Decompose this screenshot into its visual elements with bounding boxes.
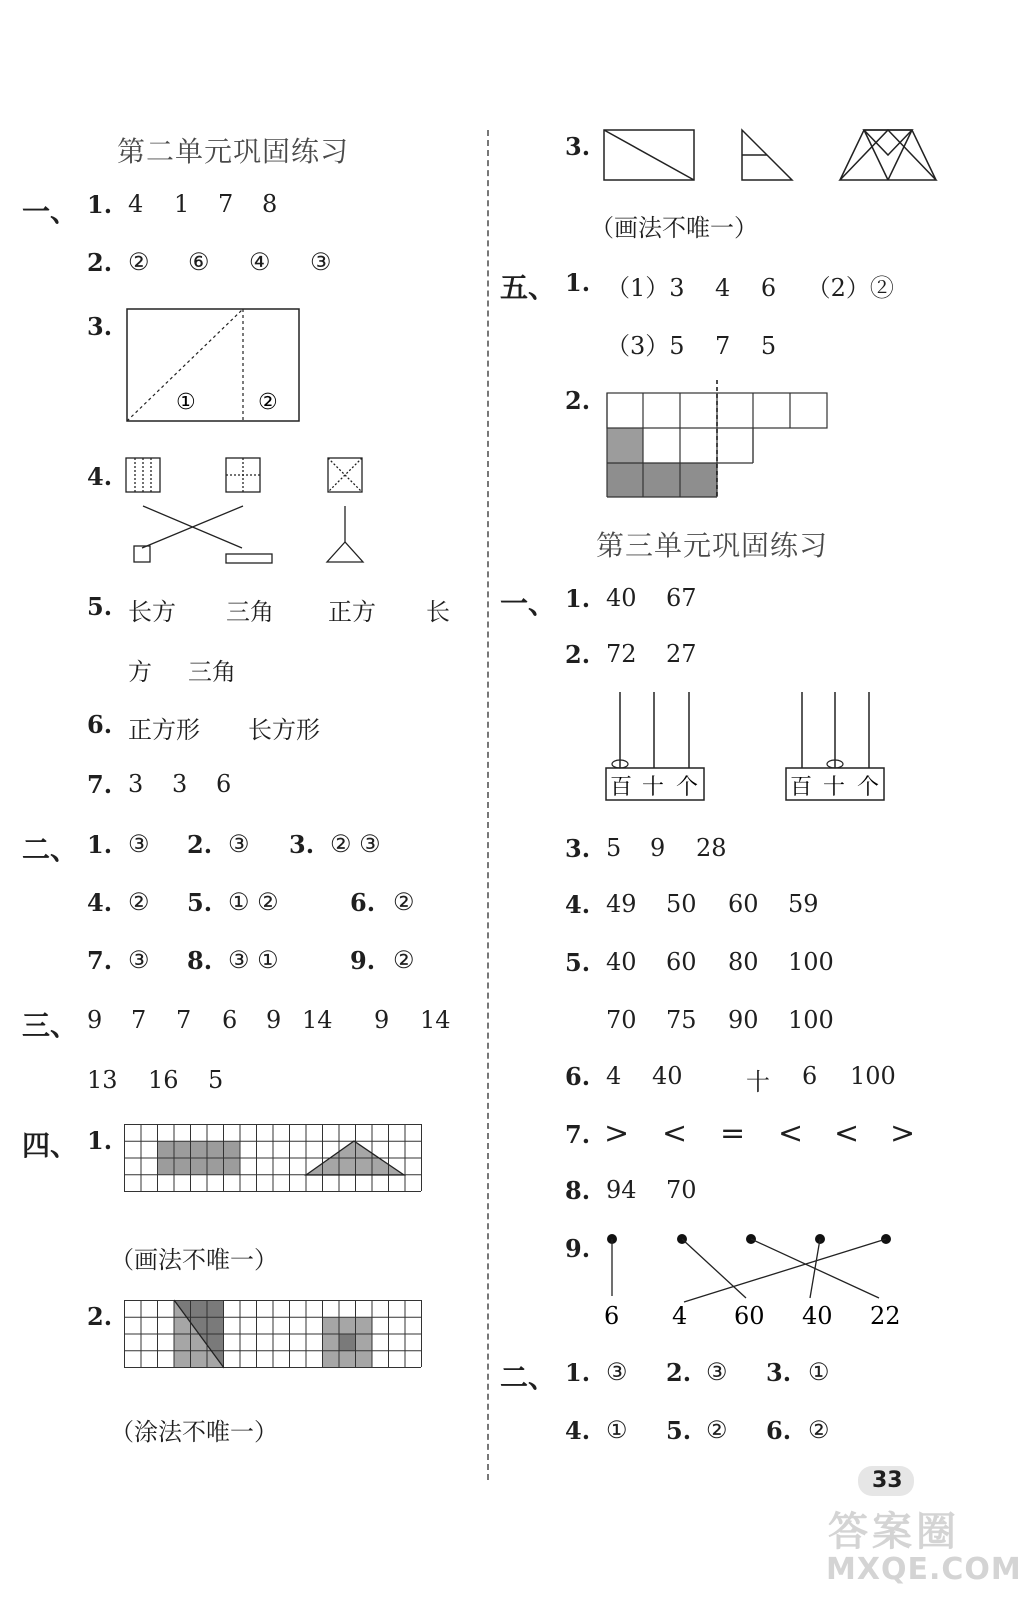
r1-q4-answer-4: 59 <box>788 890 819 918</box>
r1-q1-answer-1: 40 <box>606 584 637 612</box>
r2-q5-number: 5. <box>666 1416 692 1445</box>
s4-q2-number: 2. <box>87 1302 113 1331</box>
r1-q5-answer-8: 100 <box>788 1006 834 1034</box>
r1-q4-answer-3: 60 <box>728 890 759 918</box>
s3-answer-9: 13 <box>87 1066 118 1094</box>
r-q3-number: 3. <box>565 132 591 161</box>
q5-answer-3: 正方 <box>328 598 376 626</box>
r1-q5-answer-6: 75 <box>666 1006 697 1034</box>
right-section-title: 第三单元巩固练习 <box>596 529 829 562</box>
r-q3-note: （画法不唯一） <box>590 214 758 242</box>
figure-label-1: ① <box>176 390 196 415</box>
r1-q2-number: 2. <box>565 640 591 669</box>
watermark-url: MXQE.COM <box>826 1552 1022 1587</box>
s2-q4-answer: ② <box>128 888 150 916</box>
abacus2-label-hundreds: 百 <box>790 775 813 800</box>
abacus-label-tens: 十 <box>642 775 665 800</box>
r1-q7-answer-3: = <box>720 1116 746 1151</box>
r1-q9-number: 9. <box>565 1234 591 1263</box>
abacus2-label-ones: 个 <box>857 775 880 800</box>
figure-label-2: ② <box>258 390 278 415</box>
r1-q6-number: 6. <box>565 1062 591 1091</box>
s2-q3-number: 3. <box>289 830 315 859</box>
s2-q8-answer: ③ ① <box>228 946 279 974</box>
watermark-logo: 答案圈 <box>828 1509 960 1555</box>
cut-shapes-figure <box>600 128 940 184</box>
r1-q7-answer-2: < <box>662 1116 688 1151</box>
r2-q4-number: 4. <box>565 1416 591 1445</box>
s3-answer-1: 9 <box>87 1006 103 1034</box>
s2-q5-number: 5. <box>187 888 213 917</box>
s3-answer-10: 16 <box>148 1066 179 1094</box>
q7-number: 7. <box>87 770 113 799</box>
s3-answer-2: 7 <box>131 1006 147 1034</box>
r1-q6-answer-5: 100 <box>850 1062 896 1090</box>
r1-q4-answer-2: 50 <box>666 890 697 918</box>
r1-q5-answer-2: 60 <box>666 948 697 976</box>
section-label-5: 五、 <box>500 271 557 304</box>
s2-q9-answer: ② <box>393 946 415 974</box>
s4-q2-note: （涂法不唯一） <box>110 1418 278 1446</box>
q7-answer-3: 6 <box>216 770 232 798</box>
q2-number: 2. <box>87 248 113 277</box>
r2-q1-number: 1. <box>565 1358 591 1387</box>
r1-q6-answer-1: 4 <box>606 1062 622 1090</box>
r1-q5-answer-3: 80 <box>728 948 759 976</box>
s2-q4-number: 4. <box>87 888 113 917</box>
r2-q2-answer: ③ <box>706 1358 728 1386</box>
r-section-label-2: 二、 <box>500 1361 557 1394</box>
q7-answer-2: 3 <box>172 770 188 798</box>
section-label-2: 二、 <box>22 833 79 866</box>
left-section-title: 第二单元巩固练习 <box>117 135 350 168</box>
s2-q1-answer: ③ <box>128 830 150 858</box>
q2-answer-1: ② <box>128 248 150 276</box>
section-label-4: 四、 <box>22 1129 79 1162</box>
s3-answer-11: 5 <box>208 1066 224 1094</box>
r1-q5-answer-4: 100 <box>788 948 834 976</box>
r1-q7-answer-4: < <box>778 1116 804 1151</box>
s2-q6-number: 6. <box>350 888 376 917</box>
s4-q1-number: 1. <box>87 1126 113 1155</box>
r2-q3-number: 3. <box>766 1358 792 1387</box>
r1-q1-number: 1. <box>565 584 591 613</box>
r1-q5-answer-7: 90 <box>728 1006 759 1034</box>
r1-q5-answer-5: 70 <box>606 1006 637 1034</box>
abacus-figure <box>604 690 904 806</box>
block-grid-figure <box>606 378 832 498</box>
r5-q1-line1: （1）3 4 6 （2）② <box>606 274 894 302</box>
r1-q4-answer-1: 49 <box>606 890 637 918</box>
q6-number: 6. <box>87 710 113 739</box>
r2-q1-answer: ③ <box>606 1358 628 1386</box>
q5-answer-2: 三角 <box>226 598 274 626</box>
s2-q5-answer: ① ② <box>228 888 279 916</box>
r2-q5-answer: ② <box>706 1416 728 1444</box>
q5-answer-1: 长方 <box>128 598 176 626</box>
match-label-2: 4 <box>672 1302 688 1330</box>
r1-q8-answer-1: 94 <box>606 1176 637 1204</box>
match-label-4: 40 <box>802 1302 833 1330</box>
r1-q6-answer-3: 十 <box>746 1068 770 1096</box>
r2-q4-answer: ① <box>606 1416 628 1444</box>
match-label-3: 60 <box>734 1302 765 1330</box>
r2-q2-number: 2. <box>666 1358 692 1387</box>
match-label-5: 22 <box>870 1302 901 1330</box>
r1-q3-answer-3: 28 <box>696 834 727 862</box>
q6-answer-1: 正方形 <box>128 716 200 744</box>
s2-q1-number: 1. <box>87 830 113 859</box>
q2-answer-4: ③ <box>310 248 332 276</box>
abacus-label-hundreds: 百 <box>610 775 633 800</box>
column-divider <box>487 130 489 1480</box>
r1-q2-answer-2: 27 <box>666 640 697 668</box>
r1-q6-answer-2: 40 <box>652 1062 683 1090</box>
r1-q3-answer-2: 9 <box>650 834 666 862</box>
q5-answer-4: 长 <box>426 598 450 626</box>
r2-q3-answer: ① <box>808 1358 830 1386</box>
abacus2-label-tens: 十 <box>823 775 846 800</box>
r5-q2-number: 2. <box>565 386 591 415</box>
matching-numbers-figure <box>596 1230 906 1334</box>
q5-answer-6: 三角 <box>188 658 236 686</box>
s4-q1-note: （画法不唯一） <box>110 1246 278 1274</box>
r1-q8-number: 8. <box>565 1176 591 1205</box>
grid-figure-1 <box>124 1124 424 1192</box>
q2-answer-2: ⑥ <box>188 248 210 276</box>
page-number: 33 <box>872 1468 903 1493</box>
s3-answer-6: 14 <box>302 1006 333 1034</box>
r1-q7-answer-6: > <box>890 1116 916 1151</box>
q1-number: 1. <box>87 190 113 219</box>
match-label-1: 6 <box>604 1302 620 1330</box>
s3-answer-3: 7 <box>176 1006 192 1034</box>
abacus-label-ones: 个 <box>676 775 699 800</box>
r1-q6-answer-4: 6 <box>802 1062 818 1090</box>
s2-q6-answer: ② <box>393 888 415 916</box>
r1-q8-answer-2: 70 <box>666 1176 697 1204</box>
s2-q8-number: 8. <box>187 946 213 975</box>
r1-q3-answer-1: 5 <box>606 834 622 862</box>
q1-answer-3: 7 <box>218 190 234 218</box>
r1-q2-answer-1: 72 <box>606 640 637 668</box>
q1-answer-4: 8 <box>262 190 278 218</box>
q4-number: 4. <box>87 462 113 491</box>
q6-answer-2: 长方形 <box>248 716 320 744</box>
q7-answer-1: 3 <box>128 770 144 798</box>
s3-answer-7: 9 <box>374 1006 390 1034</box>
s2-q7-number: 7. <box>87 946 113 975</box>
s2-q2-answer: ③ <box>228 830 250 858</box>
grid-figure-2 <box>124 1300 424 1368</box>
r1-q5-answer-1: 40 <box>606 948 637 976</box>
matching-folds-figure <box>120 456 370 568</box>
rectangle-division-figure <box>126 308 302 424</box>
s2-q9-number: 9. <box>350 946 376 975</box>
q1-answer-1: 4 <box>128 190 144 218</box>
q5-answer-5: 方 <box>128 658 152 686</box>
r1-q5-number: 5. <box>565 948 591 977</box>
r5-q1-line2: （3）5 7 5 <box>606 332 777 360</box>
s3-answer-5: 9 <box>266 1006 282 1034</box>
s2-q3-answer: ② ③ <box>330 830 381 858</box>
r1-q7-answer-1: > <box>604 1116 630 1151</box>
r1-q1-answer-2: 67 <box>666 584 697 612</box>
q3-number: 3. <box>87 312 113 341</box>
s2-q7-answer: ③ <box>128 946 150 974</box>
section-label-3: 三、 <box>22 1009 79 1042</box>
q1-answer-2: 1 <box>174 190 190 218</box>
r1-q7-answer-5: < <box>834 1116 860 1151</box>
r2-q6-answer: ② <box>808 1416 830 1444</box>
r1-q3-number: 3. <box>565 834 591 863</box>
s3-answer-8: 14 <box>420 1006 451 1034</box>
q2-answer-3: ④ <box>249 248 271 276</box>
r5-q1-number: 1. <box>565 268 591 297</box>
q5-number: 5. <box>87 592 113 621</box>
r1-q7-number: 7. <box>565 1120 591 1149</box>
r-section-label-1: 一、 <box>500 587 557 620</box>
r2-q6-number: 6. <box>766 1416 792 1445</box>
r1-q4-number: 4. <box>565 890 591 919</box>
section-label-1: 一、 <box>22 195 79 228</box>
s2-q2-number: 2. <box>187 830 213 859</box>
s3-answer-4: 6 <box>222 1006 238 1034</box>
